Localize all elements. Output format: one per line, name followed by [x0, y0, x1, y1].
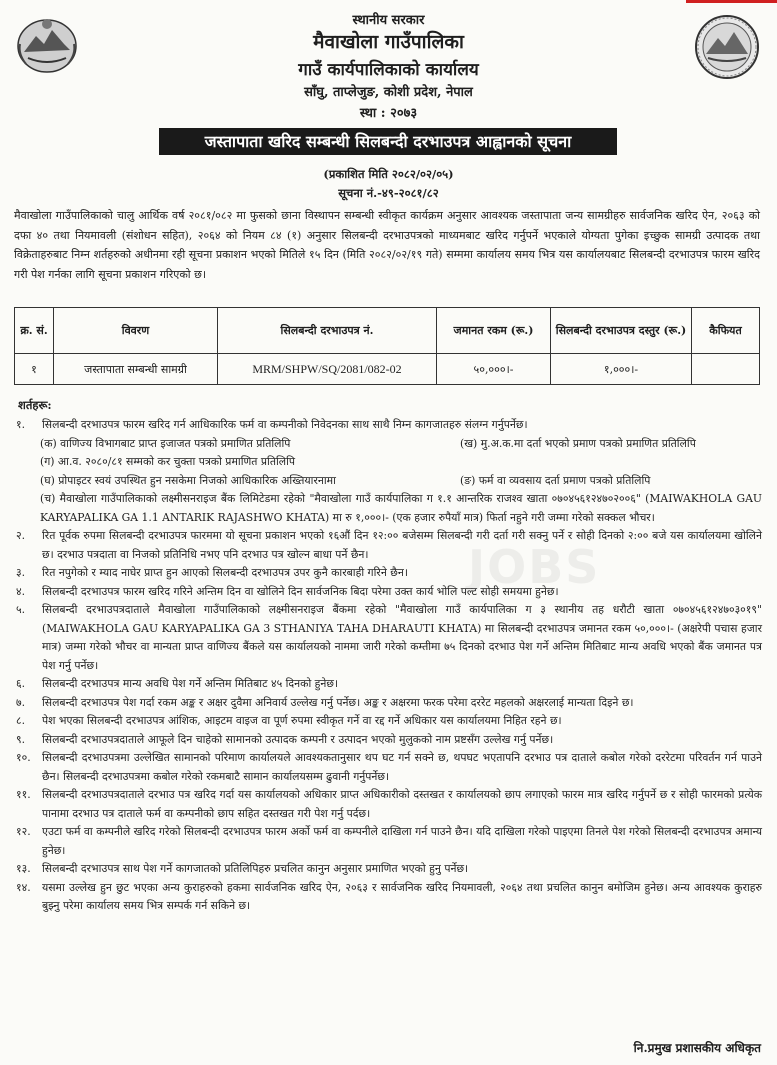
bid-table: [14, 307, 760, 385]
cell-bid-security: ५०,०००।-: [437, 354, 551, 385]
condition-item: [14, 731, 762, 750]
condition-text: सिलबन्दी दरभाउपत्रदाताले दरभाउ पत्र खरिद गर्दा यस कार्यालयको अधिकार प्राप्त अधिकारीको दस्तखत र कार्यालयको छाप लगाएको फारम मात्र खरिद गर्नुपर्ने छ र सोही फारमको प्रत्येक पानामा दरभाउ पत्र दाताले फर्म वा कम्पनीको छाप सहित दस्तखत गरी पेश गर्नु पर्दछ।: [42, 788, 762, 820]
condition-text: सिलबन्दी दरभाउपत्र साथ पेश गर्ने कागजातको प्रतिलिपिहरु प्रचलित कानुन अनुसार प्रमाणित भएको हुनु पर्नेछ।: [42, 862, 469, 875]
cell-serial: १: [15, 354, 54, 385]
condition-text: एउटा फर्म वा कम्पनीले खरिद गरेको सिलबन्दी दरभाउपत्र फारम अर्को फर्म वा कम्पनीले दाखिला गर्न पाउने छैन। यदि दाखिला गरेको पाइएमा तिनले पेश गरेको सिलबन्दी दरभाउपत्र अमान्य हुनेछ।: [42, 825, 762, 857]
header-office-name: गाउँ कार्यपालिकाको कार्यालय: [298, 60, 479, 80]
condition-text: सिलबन्दी दरभाउपत्रदाताले मैवाखोला गाउँपालिकाको लक्ष्मीसनराइज बैंकमा रहेको "मैवाखोला गाउँ कार्यपालिका ग ३ स्थानीय तह धरौटी खाता ०७०४५६१२४७०३०१९" (MAIWAKHOLA GAU KARYAPALIKA GA 3 STHANIYA TAHA DHARAUTI KHATA) मा सिलबन्दी दरभाउपत्र जमानत रकम ५०,०००।- (अक्षरेपी पचास हजार मात्र) जम्मा गरेको भौचर वा मान्यता प्राप्त वाणिज्य बैंकले यस कार्यालयको नाममा जारी गरेको कम्तीमा ७५ दिनको दरभाउ पेश गर्ने अन्तिम मितिबाट मान्य अवधि भएको बैंक जमानत पत्र पेश गर्नु पर्नेछ।: [42, 603, 762, 672]
condition-item: [14, 564, 762, 583]
top-accent-line: [686, 0, 777, 3]
condition-item: [14, 786, 762, 823]
condition-text: यसमा उल्लेख हुन छुट भएका अन्य कुराहरुको हकमा सार्वजनिक खरिद ऐन, २०६३ र सार्वजनिक खरिद नियमावली, २०६४ तथा प्रचलित कानुन बमोजिम हुनेछ। अन्य आवश्यक कुराहरु बुझ्नु परेमा कार्यालय समय भित्र सम्पर्क गर्न सकिने छ।: [42, 880, 762, 912]
condition-number: १२.: [16, 825, 31, 838]
condition-number: ११.: [16, 788, 31, 801]
sub-item-cha: (च) मैवाखोला गाउँपालिकाको लक्ष्मीसनराइज बैंक लिमिटेडमा रहेको "मैवाखोला गाउँ कार्यपालिका ग १.१ आन्तरिक राजश्व खाता ०७०४५६१२४७०२००६" (MAIWAKHOLA GAU KARYAPALIKA GA 1.1 ANTARIK RAJASHWO KHATA) मा रु १,०००।- (एक हजार रुपैयाँ मात्र) फिर्ता नहुने गरी जम्मा गरेको सक्कल भौचर।: [40, 492, 762, 524]
cell-description: जस्तापाता सम्बन्धी सामग्री: [54, 354, 218, 385]
cell-remarks: [692, 354, 760, 385]
condition-item: [14, 749, 762, 786]
condition-text: पेश भएका सिलबन्दी दरभाउपत्र आंशिक, आइटम वाइज वा पूर्ण रुपमा स्वीकृत गर्ने वा रद्द गर्ने अधिकार यस कार्यालयमा निहित रहने छ।: [42, 714, 562, 727]
col-bid-number: सिलबन्दी दरभाउपत्र नं.: [218, 308, 437, 354]
condition-item: [14, 583, 762, 602]
condition-item: [14, 675, 762, 694]
condition-item: [14, 823, 762, 860]
condition-text: सिलबन्दी दरभाउपत्र फारम खरिद गर्न आधिकारिक फर्म वा कम्पनीको निवेदनका साथ साथै निम्न कागजातहरु संलग्न गर्नुपर्नेछ।: [42, 418, 528, 431]
col-bid-security: जमानत रकम (रू.): [437, 308, 551, 354]
col-description: विवरण: [54, 308, 218, 354]
condition-text: सिलबन्दी दरभाउपत्रमा उल्लेखित सामानको परिमाण कार्यालयले आवश्यकतानुसार थप घट गर्न सक्ने छ, थपघट भएतापनि दरभाउ पत्र दाताले कबोल गरेको दररेटमा परिवर्तन गर्न पाउने छैन। सिलबन्दी दरभाउपत्रमा कबोल गरेको रकमबाटै सामान कार्यालयसम्म ढुवानी गर्नुपर्नेछ।: [42, 751, 762, 783]
cell-bid-fee: १,०००।-: [551, 354, 692, 385]
table-header-row: [15, 308, 760, 354]
condition-number: ३.: [16, 566, 26, 579]
sub-item-nga: (ङ) फर्म वा व्यवसाय दर्ता प्रमाण पत्रको प्रतिलिपि: [460, 473, 651, 487]
condition-number: ६.: [16, 677, 26, 690]
condition-item: [14, 527, 762, 564]
intro-paragraph: मैवाखोला गाउँपालिकाको चालु आर्थिक वर्ष २०८१/०८२ मा फुसको छाना विस्थापन सम्बन्धी स्वीकृत कार्यक्रम अनुसार आवश्यक जस्तापाता जन्य सामग्रीहरु सार्वजनिक खरिद ऐन, २०६३ को दफा ४० तथा नियमावली (संशोधन सहित), २०६४ को नियम ८४ (१) अनुसार सिलबन्दी दरभाउपत्रको माध्यमबाट खरिद गर्नुपर्ने भएकाले योग्यता पुगेका इच्छुक सामग्री उत्पादक तथा विक्रेताहरुबाट निम्न शर्तहरुको अधीनमा रही सूचना प्रकाशन भएको मितिले १५ दिन (मिति २०८२/०२/१९ गते) सम्ममा कार्यालय समय भित्र यस कार्यालयबाट सिलबन्दी दरभाउपत्र फारम खरिद गरी पेश गर्नका लागि सूचना प्रकाशन गरिएको छ।: [14, 209, 760, 281]
cell-bid-number: MRM/SHPW/SQ/2081/082-02: [218, 354, 437, 385]
sub-item-kha: (ख) मु.अ.क.मा दर्ता भएको प्रमाण पत्रको प्रमाणित प्रतिलिपि: [460, 436, 696, 450]
condition-number: १४.: [16, 880, 31, 894]
notice-title-banner: जस्तापाता खरिद सम्बन्धी सिलबन्दी दरभाउपत्र आह्वानको सूचना: [159, 128, 617, 155]
condition-text: सिलबन्दी दरभाउपत्र पेश गर्दा रकम अङ्क र अक्षर दुवैमा अनिवार्य उल्लेख गर्नु पर्नेछ। अङ्क र अक्षरमा फरक परेमा दररेट महलको अक्षरलाई मान्यता दिइने छ।: [42, 695, 634, 709]
header-municipality-name: मैवाखोला गाउँपालिका: [313, 31, 464, 53]
condition-item: [14, 601, 762, 675]
col-remarks: कैफियत: [692, 308, 760, 354]
condition-text: रित पूर्वक रुपमा सिलबन्दी दरभाउपत्र फारममा यो सूचना प्रकाशन भएको १६औं दिन १२:०० बजेसम्म सिलबन्दी गरी दर्ता गरी सक्नु पर्ने र सोही दिनको २:०० बजे यस कार्यालयमा खोलिने छ। दरभाउ पत्रदाता वा निजको प्रतिनिधि नभए पनि दरभाउ पत्र खोल्न बाधा पर्ने छैन।: [42, 529, 762, 561]
condition-number: १.: [16, 418, 26, 431]
notice-number: सूचना नं.-४९-२०८१/८२: [338, 186, 439, 200]
condition-number: १३.: [16, 862, 31, 875]
publication-date: (प्रकाशित मिति २०८२/०२/०५): [323, 167, 454, 181]
condition-text: रित नपुगेको र म्याद नाघेर प्राप्त हुन आएको सिलबन्दी दरभाउपत्र उपर कुनै कारबाही गरिने छैन।: [42, 566, 408, 579]
condition-number: ९.: [16, 732, 26, 746]
condition-text: सिलबन्दी दरभाउपत्रदाताले आफूले दिन चाहेको सामानको उत्पादक कम्पनी र उत्पादन भएको मुलुकको नाम प्रष्टसँग उल्लेख गर्नु पर्नेछ।: [42, 732, 554, 746]
condition-number: २.: [16, 529, 26, 542]
conditions-list: [14, 416, 762, 916]
col-serial: क्र. सं.: [15, 308, 54, 354]
signatory-title: नि.प्रमुख प्रशासकीय अधिकृत: [633, 1041, 761, 1055]
sub-item-ka: (क) वाणिज्य विभागबाट प्राप्त इजाजत पत्रको प्रमाणित प्रतिलिपि: [40, 436, 291, 450]
condition-item: [14, 712, 762, 731]
header-local-government: स्थानीय सरकार: [352, 13, 425, 28]
header-address: साँघु, ताप्लेजुङ, कोशी प्रदेश, नेपाल: [304, 85, 473, 100]
col-bid-fee: सिलबन्दी दरभाउपत्र दस्तुर (रू.): [551, 308, 692, 354]
condition-number: ४.: [16, 584, 26, 598]
condition-number: ७.: [16, 695, 26, 709]
condition-number: ८.: [16, 714, 26, 727]
condition-item: [14, 860, 762, 879]
condition-item: [14, 879, 762, 916]
condition-text: सिलबन्दी दरभाउपत्र फारम खरिद गरिने अन्तिम दिन वा खोलिने दिन सार्वजनिक बिदा परेमा उक्त कार्य भोलि पल्ट सोही समयमा हुनेछ।: [42, 584, 559, 598]
condition-item: [14, 694, 762, 713]
condition-number: १०.: [16, 751, 31, 764]
condition-item: [14, 416, 762, 435]
header-established: स्था : २०७३: [359, 106, 418, 121]
condition-text: सिलबन्दी दरभाउपत्र मान्य अवधि पेश गर्ने अन्तिम मितिबाट ४५ दिनको हुनेछ।: [42, 677, 339, 690]
table-row: [15, 354, 760, 385]
site-watermark: JOBS: [468, 540, 601, 594]
sub-item-ga: (ग) आ.व. २०८०/८१ सम्मको कर चुक्ता पत्रको प्रमाणित प्रतिलिपि: [40, 455, 296, 468]
sub-item-gha: (घ) प्रोपाइटर स्वयं उपस्थित हुन नसकेमा निजको आधिकारिक अख्तियारनामा: [40, 473, 336, 487]
condition-number: ५.: [16, 603, 26, 616]
condition-sub-list: [40, 435, 762, 528]
conditions-heading: शर्तहरू:: [18, 398, 52, 412]
